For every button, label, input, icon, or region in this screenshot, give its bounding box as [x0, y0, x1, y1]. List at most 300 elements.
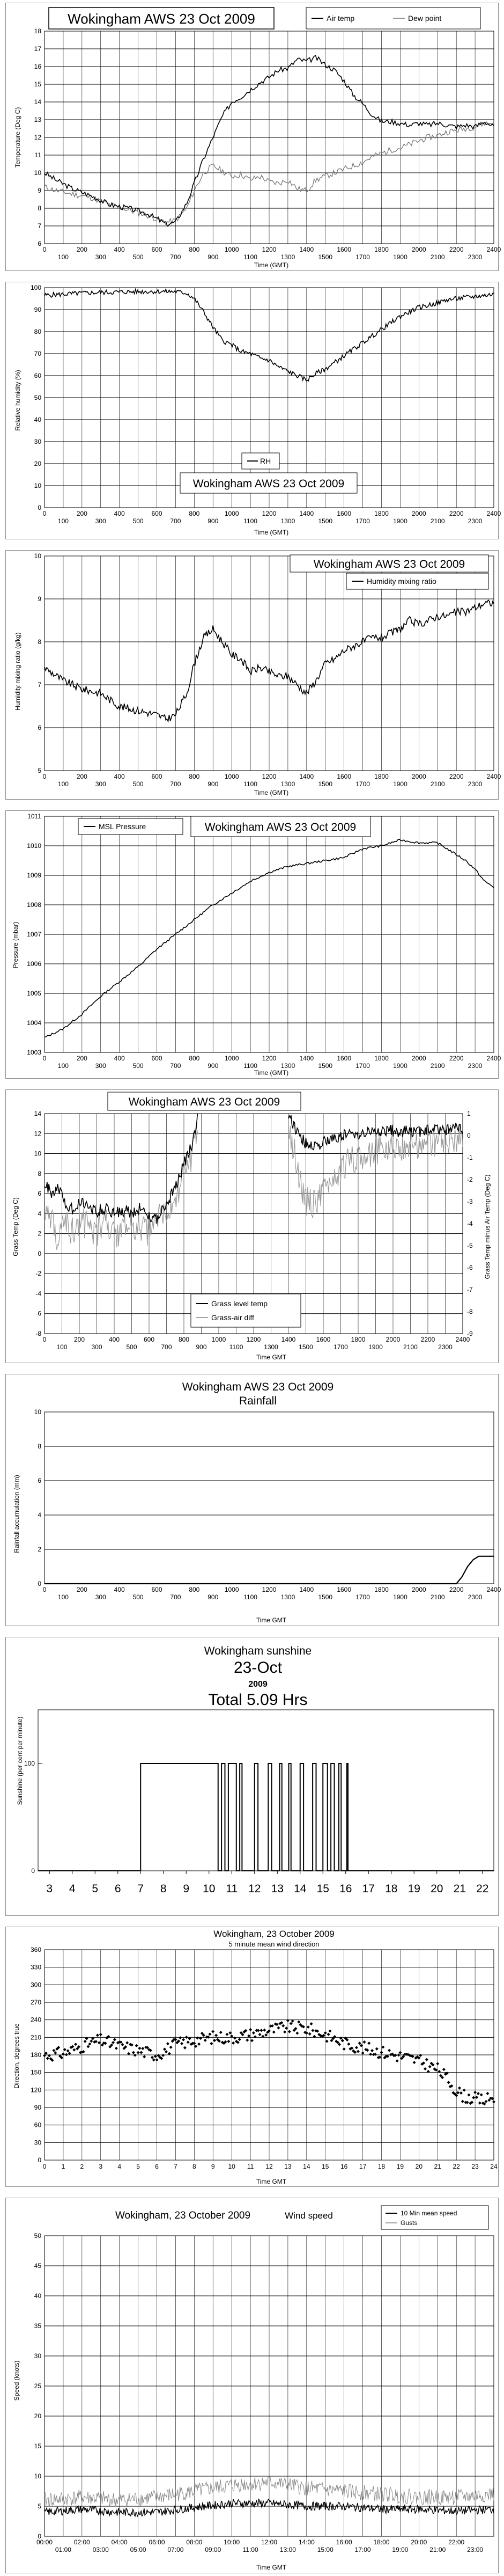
speed-xtick: 06:00: [149, 2538, 165, 2546]
temperature-ytick: 10: [34, 169, 41, 177]
dir-title: Wokingham, 23 October 2009: [213, 1929, 335, 1939]
humidity-chart: [5, 282, 499, 539]
pressure-xtick: 1500: [318, 1062, 333, 1070]
speed-ytick: 30: [34, 2352, 41, 2360]
temperature-xtick: 1400: [299, 246, 314, 253]
rain-xtick: 200: [76, 1586, 87, 1593]
grass-y2tick: -6: [467, 1264, 473, 1271]
direction-ytick: 60: [34, 2121, 41, 2129]
pressure-xtick: 500: [132, 1062, 144, 1070]
grass-ytick: 10: [34, 1150, 41, 1158]
mixing-ytick: 10: [34, 552, 41, 560]
grass-y2tick: -9: [467, 1330, 473, 1337]
mixing-xtick: 300: [95, 780, 106, 788]
pressure-ytick: 1005: [27, 990, 41, 997]
sunshine-chart-svg: [6, 1637, 499, 1916]
sunshine-xtick: 7: [137, 1883, 144, 1895]
grass-xtick: 1400: [281, 1336, 296, 1343]
rain-xtick: 2200: [449, 1586, 464, 1593]
mixing-xtick: 0: [42, 773, 47, 780]
mixing-xtick: 400: [114, 773, 125, 780]
grass-xtick: 400: [108, 1336, 120, 1343]
temperature-xtick: 1700: [355, 253, 370, 261]
grass-xtick: 1900: [368, 1343, 383, 1351]
speed-xtick: 05:00: [130, 2546, 146, 2553]
pressure-xtick: 200: [76, 1055, 87, 1062]
humidity-xtick: 100: [57, 517, 69, 525]
mixing-ytick: 5: [38, 767, 41, 774]
speed-title: Wokingham, 23 October 2009: [115, 2210, 251, 2221]
grass-xtick: 2200: [420, 1336, 435, 1343]
grass-y2tick: -2: [467, 1176, 473, 1183]
grass-temp-chart-svg: [6, 1090, 499, 1364]
pressure-title: Wokingham AWS 23 Oct 2009: [204, 821, 357, 833]
speed-ylabel: Speed (knots): [13, 2360, 20, 2401]
speed-ytick: 50: [34, 2232, 41, 2240]
temperature-legend-air: Air temp: [327, 14, 355, 23]
temperature-legend-dew: Dew point: [408, 14, 442, 23]
speed-xtick: 07:00: [167, 2546, 184, 2553]
humidity-xtick: 400: [114, 510, 125, 517]
grass-ytick: -4: [35, 1290, 41, 1298]
speed-legend-gust: Gusts: [401, 2219, 418, 2227]
rain-ytick: 2: [38, 1546, 41, 1553]
temperature-xtick: 200: [76, 246, 87, 253]
speed-xtick: 19:00: [392, 2546, 409, 2553]
pressure-ytick: 1004: [27, 1019, 41, 1027]
pressure-ytick: 1008: [27, 901, 41, 909]
direction-xtick: 4: [117, 2163, 122, 2170]
temperature-xtick: 1600: [337, 246, 352, 253]
pressure-ytick: 1010: [27, 842, 41, 850]
sun-ylabel: Sunshine (per cent per minute): [16, 1716, 24, 1805]
mixing-xtick: 1100: [243, 780, 257, 788]
humidity-title: Wokingham AWS 23 Oct 2009: [192, 478, 345, 490]
pressure-xlabel: Time (GMT): [254, 1069, 289, 1077]
mixing-xtick: 1400: [299, 773, 314, 780]
rain-xtick: 400: [114, 1586, 125, 1593]
sun-date: 23-Oct: [233, 1659, 283, 1677]
speed-xtick: 21:00: [429, 2546, 446, 2553]
grass-ytick: 2: [38, 1230, 41, 1238]
direction-xtick: 11: [247, 2163, 254, 2170]
grass-xtick: 1600: [316, 1336, 331, 1343]
humidity-xtick: 1400: [299, 510, 314, 517]
grass-y2tick: -4: [467, 1220, 473, 1227]
grass-y2tick: 1: [467, 1110, 471, 1117]
sunshine-xtick: 10: [203, 1883, 216, 1895]
mixing-xtick: 1500: [318, 780, 333, 788]
sunshine-xtick: 4: [69, 1883, 76, 1895]
rain-ytick: 8: [38, 1443, 41, 1450]
rain-xtick: 1800: [374, 1586, 389, 1593]
humidity-ytick: 90: [34, 306, 41, 313]
pressure-xtick: 900: [207, 1062, 219, 1070]
temperature-chart: [5, 3, 499, 271]
speed-ytick: 10: [34, 2472, 41, 2480]
mixing-title: Wokingham AWS 23 Oct 2009: [313, 558, 465, 570]
sunshine-xtick: 21: [453, 1883, 466, 1895]
temperature-ytick: 11: [34, 151, 41, 159]
speed-legend-mean: 10 Min mean speed: [401, 2209, 457, 2217]
grass-xtick: 2100: [403, 1343, 418, 1351]
mixing-xtick: 1800: [374, 773, 389, 780]
humidity-xtick: 1000: [224, 510, 239, 517]
temperature-xtick: 100: [57, 253, 69, 261]
speed-xtick: 01:00: [55, 2546, 71, 2553]
mixing-xtick: 2000: [411, 773, 426, 780]
grass-xtick: 800: [178, 1336, 190, 1343]
sunshine-ytick: 0: [31, 1867, 35, 1875]
direction-xtick: 9: [211, 2163, 215, 2170]
direction-xtick: 7: [174, 2163, 177, 2170]
temperature-ytick: 12: [34, 134, 41, 141]
humidity-ytick: 80: [34, 328, 41, 335]
direction-ytick: 150: [30, 2068, 41, 2076]
temperature-xtick: 2100: [430, 253, 445, 261]
direction-ytick: 0: [38, 2156, 41, 2164]
rain-xtick: 900: [207, 1593, 219, 1601]
sunshine-xtick: 18: [385, 1883, 398, 1895]
temperature-xtick: 0: [42, 246, 47, 253]
speed-xtick: 15:00: [317, 2546, 333, 2553]
sun-year: 2009: [248, 1680, 268, 1689]
speed-subtitle: Wind speed: [285, 2211, 333, 2221]
speed-ytick: 15: [34, 2442, 41, 2450]
humidity-xtick: 2000: [411, 510, 426, 517]
mixing-ratio-chart: [5, 550, 499, 800]
rain-xtick: 2100: [430, 1593, 445, 1601]
temperature-ytick: 17: [34, 45, 41, 53]
dir-xlabel: Time GMT: [256, 2178, 287, 2185]
mixing-xtick: 800: [189, 773, 200, 780]
grass-legend-diff: Grass-air diff: [211, 1313, 254, 1322]
humidity-ytick: 70: [34, 350, 41, 357]
pressure-legend-label: MSL Pressure: [99, 822, 146, 831]
direction-xtick: 0: [42, 2163, 47, 2170]
sunshine-xtick: 19: [407, 1883, 420, 1895]
grass-xtick: 2400: [455, 1336, 470, 1343]
humidity-xtick: 600: [151, 510, 162, 517]
temperature-xtick: 600: [151, 246, 162, 253]
humidity-ytick: 20: [34, 460, 41, 467]
speed-ytick: 0: [38, 2533, 41, 2540]
rain-xtick: 2000: [411, 1586, 426, 1593]
temperature-xtick: 300: [95, 253, 106, 261]
humidity-xtick: 1900: [393, 517, 407, 525]
speed-xtick: 00:00: [36, 2538, 53, 2546]
mixing-xtick: 700: [170, 780, 181, 788]
rain-xtick: 1600: [337, 1586, 352, 1593]
grass-xtick: 0: [42, 1336, 47, 1343]
grass-xtick: 1300: [264, 1343, 278, 1351]
rain-xtick: 1300: [280, 1593, 295, 1601]
rain-xtick: 700: [170, 1593, 181, 1601]
pressure-ytick: 1007: [27, 931, 41, 938]
rain-xtick: 1200: [262, 1586, 277, 1593]
pressure-xtick: 2100: [430, 1062, 445, 1070]
sunshine-xtick: 20: [431, 1883, 443, 1895]
rain-ytick: 6: [38, 1477, 41, 1484]
mixing-xtick: 2100: [430, 780, 445, 788]
grass-xtick: 500: [126, 1343, 137, 1351]
grass-ytick: 12: [34, 1130, 41, 1138]
humidity-ytick: 30: [34, 438, 41, 445]
grass-y2tick: -3: [467, 1198, 473, 1205]
pressure-ytick: 1011: [27, 813, 41, 820]
dir-subtitle: 5 minute mean wind direction: [228, 1940, 320, 1948]
grass-xtick: 1100: [229, 1343, 243, 1351]
rain-plot-area: [45, 1412, 494, 1584]
rain-xtick: 2400: [486, 1586, 501, 1593]
direction-xtick: 18: [377, 2163, 386, 2170]
humidity-xtick: 1200: [262, 510, 277, 517]
mixing-xtick: 2400: [486, 773, 501, 780]
rainfall-chart-svg: [6, 1374, 499, 1627]
humidity-ytick: 100: [30, 284, 41, 291]
grass-ytick: -8: [35, 1330, 41, 1337]
humidity-xtick: 1700: [355, 517, 370, 525]
direction-xtick: 22: [453, 2163, 460, 2170]
direction-ytick: 180: [30, 2051, 41, 2059]
rain-xtick: 600: [151, 1586, 162, 1593]
humidity-xtick: 1500: [318, 517, 333, 525]
direction-xtick: 2: [80, 2163, 84, 2170]
rain-ytick: 0: [38, 1580, 41, 1587]
sunshine-xtick: 17: [362, 1883, 375, 1895]
temperature-title: Wokingham AWS 23 Oct 2009: [68, 11, 255, 27]
direction-xtick: 12: [265, 2163, 273, 2170]
pressure-ytick: 1009: [27, 872, 41, 879]
grass-xtick: 600: [143, 1336, 155, 1343]
sun-title: Wokingham sunshine: [204, 1645, 312, 1657]
humidity-xtick: 0: [42, 510, 47, 517]
speed-ytick: 25: [34, 2382, 41, 2390]
speed-xtick: 08:00: [186, 2538, 203, 2546]
temperature-ylabel: Temperature (Deg C): [14, 107, 21, 168]
speed-xtick: 03:00: [92, 2546, 109, 2553]
pressure-chart-svg: [6, 811, 499, 1079]
speed-xtick: 04:00: [111, 2538, 128, 2546]
grass-xtick: 200: [73, 1336, 85, 1343]
speed-xtick: 20:00: [411, 2538, 427, 2546]
direction-xtick: 21: [434, 2163, 441, 2170]
humidity-xtick: 500: [132, 517, 144, 525]
humidity-xtick: 1600: [337, 510, 352, 517]
humidity-ylabel: Relative humidity (%): [14, 370, 21, 431]
direction-ytick: 90: [34, 2104, 41, 2111]
direction-xtick: 1: [61, 2163, 65, 2170]
temperature-xtick: 1900: [393, 253, 407, 261]
pressure-chart: [5, 810, 499, 1079]
rain-ylabel: Rainfall accumulation (mm): [13, 1475, 20, 1553]
pressure-xtick: 1600: [337, 1055, 352, 1062]
humidity-xtick: 900: [207, 517, 219, 525]
rain-title: Wokingham AWS 23 Oct 2009: [182, 1381, 334, 1393]
speed-ytick: 35: [34, 2322, 41, 2330]
sunshine-chart: [5, 1637, 499, 1916]
direction-ytick: 300: [30, 1981, 41, 1989]
rain-xtick: 1100: [243, 1593, 257, 1601]
rain-xtick: 1900: [393, 1593, 407, 1601]
grass-xtick: 300: [91, 1343, 102, 1351]
rain-xtick: 500: [132, 1593, 144, 1601]
temperature-ytick: 9: [38, 187, 41, 194]
grass-xtick: 1800: [351, 1336, 366, 1343]
speed-xtick: 10:00: [224, 2538, 240, 2546]
humidity-legend-rh: RH: [260, 457, 271, 465]
grass-xtick: 900: [196, 1343, 207, 1351]
humidity-chart-svg: [6, 282, 499, 540]
temperature-chart-svg: [6, 3, 499, 272]
mixing-ytick: 6: [38, 724, 41, 731]
direction-xtick: 19: [396, 2163, 404, 2170]
sunshine-xtick: 6: [114, 1883, 121, 1895]
humidity-ytick: 50: [34, 394, 41, 401]
rain-ytick: 4: [38, 1511, 41, 1519]
sunshine-xtick: 8: [160, 1883, 167, 1895]
humidity-xtick: 700: [170, 517, 181, 525]
humidity-ytick: 10: [34, 482, 41, 489]
pressure-xtick: 400: [114, 1055, 125, 1062]
pressure-xtick: 100: [57, 1062, 69, 1070]
grass-xtick: 1200: [246, 1336, 261, 1343]
mixing-xtick: 1300: [280, 780, 295, 788]
mixing-xtick: 1600: [337, 773, 352, 780]
temperature-xtick: 2000: [411, 246, 426, 253]
speed-ytick: 45: [34, 2262, 41, 2270]
humidity-xtick: 200: [76, 510, 87, 517]
grass-xtick: 1700: [333, 1343, 348, 1351]
direction-xtick: 8: [192, 2163, 196, 2170]
speed-ytick: 40: [34, 2292, 41, 2300]
temperature-xtick: 500: [132, 253, 144, 261]
grass-y2tick: 0: [467, 1132, 471, 1139]
rain-xtick: 300: [95, 1593, 106, 1601]
speed-xtick: 11:00: [242, 2546, 258, 2553]
direction-xtick: 14: [303, 2163, 310, 2170]
direction-xtick: 5: [136, 2163, 140, 2170]
temperature-xtick: 1000: [224, 246, 239, 253]
direction-xtick: 10: [228, 2163, 235, 2170]
humidity-xtick: 300: [95, 517, 106, 525]
wind-speed-chart-svg: [6, 2198, 499, 2574]
grass-xtick: 1500: [299, 1343, 313, 1351]
mixing-xtick: 600: [151, 773, 162, 780]
grass-temp-chart: [5, 1089, 499, 1363]
humidity-xtick: 1100: [243, 517, 257, 525]
direction-xtick: 13: [284, 2163, 292, 2170]
pressure-xtick: 1000: [224, 1055, 239, 1062]
mixing-xtick: 2200: [449, 773, 464, 780]
grass-ytick: 4: [38, 1210, 41, 1218]
grass-xtick: 700: [161, 1343, 172, 1351]
pressure-ytick: 1003: [27, 1049, 41, 1056]
sunshine-xtick: 11: [226, 1883, 238, 1895]
sun-total: Total 5.09 Hrs: [208, 1691, 308, 1709]
sunshine-xtick: 22: [476, 1883, 489, 1895]
speed-xtick: 22:00: [448, 2538, 465, 2546]
temperature-xtick: 1800: [374, 246, 389, 253]
mixing-xtick: 100: [57, 780, 69, 788]
direction-ytick: 270: [30, 1999, 41, 2006]
sunshine-plot-area: [38, 1710, 494, 1871]
rain-subtitle: Rainfall: [239, 1395, 277, 1407]
speed-xlabel: Time GMT: [256, 2564, 287, 2571]
sunshine-xtick: 14: [294, 1883, 307, 1895]
wind-direction-chart-svg: [6, 1927, 499, 2187]
pressure-xtick: 1700: [355, 1062, 370, 1070]
mixing-xtick: 1000: [224, 773, 239, 780]
rain-xtick: 1400: [299, 1586, 314, 1593]
mixing-xtick: 200: [76, 773, 87, 780]
direction-xtick: 16: [340, 2163, 348, 2170]
mixing-ytick: 7: [38, 681, 41, 689]
sunshine-xtick: 15: [316, 1883, 329, 1895]
direction-ytick: 210: [30, 2033, 41, 2041]
pressure-ylabel: Pressure (mbar): [12, 921, 19, 969]
speed-xtick: 18:00: [373, 2538, 390, 2546]
rain-xtick: 0: [42, 1586, 47, 1593]
temperature-ytick: 16: [34, 63, 41, 70]
temperature-ytick: 15: [34, 80, 41, 88]
dir-ylabel: Direction, degrees true: [13, 2023, 20, 2089]
rain-ytick: 10: [34, 1408, 41, 1416]
sunshine-xtick: 3: [46, 1883, 53, 1895]
humidity-xtick: 2100: [430, 517, 445, 525]
direction-xtick: 23: [471, 2163, 479, 2170]
temperature-xlabel: Time (GMT): [254, 261, 289, 269]
temperature-ytick: 13: [34, 116, 41, 123]
grass-ytick: 6: [38, 1190, 41, 1198]
sunshine-xtick: 13: [271, 1883, 284, 1895]
humidity-xtick: 800: [189, 510, 200, 517]
rain-xtick: 800: [189, 1586, 200, 1593]
grass-y2label: Grass Temp minus Air Temp (Deg C): [484, 1174, 491, 1279]
temperature-xtick: 700: [170, 253, 181, 261]
mixing-xtick: 1200: [262, 773, 277, 780]
speed-xtick: 09:00: [205, 2546, 221, 2553]
direction-ytick: 330: [30, 1963, 41, 1971]
speed-ytick: 5: [38, 2502, 41, 2510]
grass-xtick: 2000: [386, 1336, 401, 1343]
temperature-xtick: 2300: [468, 253, 483, 261]
mixing-xtick: 900: [207, 780, 219, 788]
humidity-ytick: 40: [34, 416, 41, 423]
temperature-xtick: 2400: [486, 246, 501, 253]
humidity-xtick: 2300: [468, 517, 483, 525]
direction-ytick: 30: [34, 2139, 41, 2147]
pressure-xtick: 600: [151, 1055, 162, 1062]
pressure-xtick: 800: [189, 1055, 200, 1062]
pressure-xtick: 0: [42, 1055, 47, 1062]
humidity-xlabel: Time (GMT): [254, 529, 289, 536]
mixing-legend-label: Humidity mixing ratio: [367, 577, 436, 586]
pressure-xtick: 300: [95, 1062, 106, 1070]
pressure-xtick: 1400: [299, 1055, 314, 1062]
direction-xtick: 20: [415, 2163, 423, 2170]
grass-ytick: 8: [38, 1169, 41, 1177]
direction-ytick: 240: [30, 2016, 41, 2024]
direction-xtick: 3: [99, 2163, 103, 2170]
wind-direction-chart: [5, 1927, 499, 2187]
rain-xlabel: Time GMT: [256, 1616, 287, 1624]
mixing-xlabel: Time (GMT): [254, 789, 289, 796]
temperature-xtick: 800: [189, 246, 200, 253]
temperature-ytick: 8: [38, 204, 41, 212]
temperature-xtick: 2200: [449, 246, 464, 253]
direction-xtick: 24: [490, 2163, 498, 2170]
